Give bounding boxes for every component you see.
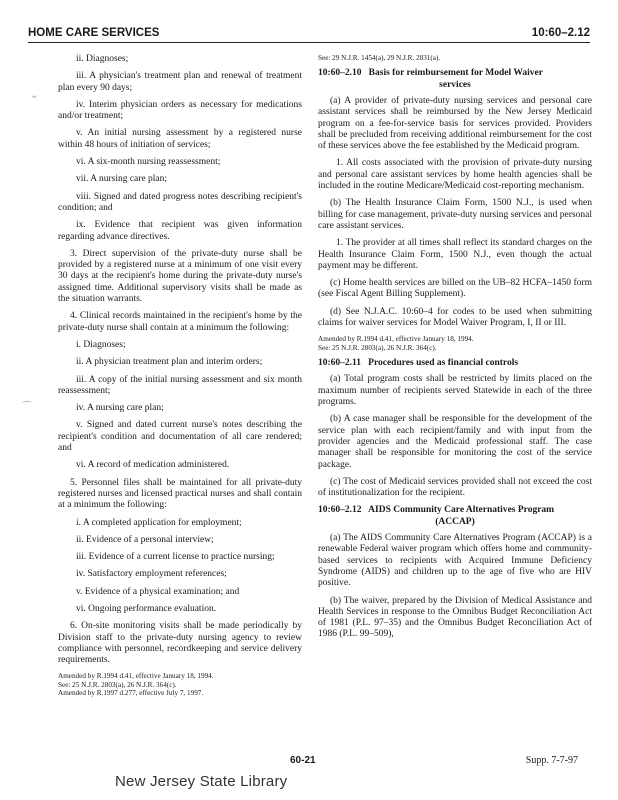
paragraph: (c) Home health services are billed on the UB–82 HCFA–1450 form (see Fiscal Agent Billing Supplement). <box>318 278 592 300</box>
header-section: 10:60–2.12 <box>531 27 590 39</box>
list-item: v. Evidence of a physical examination; and <box>76 586 240 597</box>
paragraph: (b) A case manager shall be responsible for the development of the service plan with each recipient/family and with input from the provider agencies and the Medicaid professional staff. The case manager shall be responsible for monitoring the cost of the service package. <box>318 414 592 470</box>
paragraph: 6. On-site monitoring visits shall be made periodically by Division staff to the private-duty nursing agency to review compliance with personnel, recordkeeping and service delivery requirements. <box>58 621 302 666</box>
paragraph: (c) The cost of Medicaid services provided shall not exceed the cost of institutionalization for the recipient. <box>318 476 592 499</box>
list-item: ix. Evidence that recipient was given information regarding advance directives. <box>58 220 302 242</box>
margin-mark: ⌒ <box>22 402 32 413</box>
list-item: iv. Satisfactory employment references; <box>76 569 227 580</box>
list-item: iii. A physician's treatment plan and renewal of treatment plan every 90 days; <box>58 71 302 93</box>
margin-mark: ⌄ <box>30 90 39 101</box>
list-item: i. Diagnoses; <box>76 339 126 350</box>
paragraph: 1. The provider at all times shall reflect its standard charges on the Health Insurance Claim Form, 1500 N.J., even though the actual payment may be different. <box>318 238 592 271</box>
running-header <box>28 26 590 43</box>
list-item: vi. Ongoing performance evaluation. <box>76 603 217 614</box>
see-reference: See: 29 N.J.R. 1454(a), 29 N.J.R. 2831(a). <box>318 54 441 62</box>
header-title: HOME CARE SERVICES <box>28 27 160 39</box>
section-number: 10:60–2.10 <box>318 68 362 79</box>
paragraph: (a) A provider of private-duty nursing services and personal care assistant services shall be reimbursed by the New Jersey Medicaid program on a fee-for-service basis for services provided. Providers shall be precluded from receiving additional reimbursement for the cost of these services above the fee established by the Medicaid program. <box>318 96 592 152</box>
paragraph: (a) Total program costs shall be restricted by limits placed on the maximum number of recipients served Statewide in each of the three programs. <box>318 374 592 408</box>
list-item: ii. A physician treatment plan and interim orders; <box>76 357 263 368</box>
section-heading-2-11 <box>318 358 592 369</box>
section-number: 10:60–2.11 <box>318 358 362 369</box>
list-item: iv. A nursing care plan; <box>76 403 164 414</box>
section-title: AIDS Community Care Alternatives Program <box>368 505 555 516</box>
section-title: Basis for reimbursement for Model Waiver <box>368 68 543 79</box>
supplement-date: Supp. 7-7-97 <box>525 755 578 766</box>
list-item: viii. Signed and dated progress notes describing recipient's condition; and <box>58 191 302 213</box>
paragraph: (b) The waiver, prepared by the Division of Medical Assistance and Health Services in response to the Omnibus Budget Reconciliation Act of 1981 (P.L. 97–35) and the Omnibus Budget Reconciliation Act of 1986 (P.L. 99–509), <box>318 595 592 640</box>
list-item: iii. Evidence of a current license to practice nursing; <box>76 552 275 563</box>
section-title-cont: (ACCAP) <box>435 516 475 527</box>
list-item: vi. A record of medication administered. <box>76 460 230 471</box>
paragraph: 1. All costs associated with the provision of private-duty nursing and personal care assistant services by home health agencies shall be included in the routine Medicare/Medicaid cost-reporting mechanism. <box>318 158 592 192</box>
list-item: v. Signed and dated current nurse's notes describing the recipient's condition and documentation of all care rendered; and <box>58 420 302 454</box>
section-title: Procedures used as financial controls <box>368 358 519 369</box>
page-number: 60-21 <box>290 755 316 766</box>
amendment-note <box>318 335 592 352</box>
section-title-cont: services <box>439 79 471 90</box>
section-number: 10:60–2.12 <box>318 505 362 516</box>
section-heading-2-12 <box>318 505 592 528</box>
paragraph: 3. Direct supervision of the private-duty nurse shall be provided by a registered nurse at a minimum of one visit every 30 days at the recipient's home during the private-duty nurse's assigned time. Additional supervisory visits shall be made as the situation warrants. <box>58 248 302 305</box>
list-item: i. A completed application for employment; <box>76 517 242 528</box>
list-item: vi. A six-month nursing reassessment; <box>76 157 221 168</box>
right-column <box>318 54 592 647</box>
amendment-line: See: 25 N.J.R. 2803(a), 26 N.J.R. 364(c). <box>318 343 437 352</box>
amendment-line: Amended by R.1997 d.277, effective July 7, 1997. <box>58 689 204 698</box>
amendment-line: Amended by R.1994 d.41, effective January 18, 1994. <box>58 672 214 681</box>
paragraph: 5. Personnel files shall be maintained for all private-duty registered nurses and licensed practical nurses and shall contain at a minimum the following: <box>58 477 302 511</box>
paragraph: (b) The Health Insurance Claim Form, 1500 N.J., is used when billing for case management, private-duty nursing services and personal care assistant services. <box>318 198 592 231</box>
amendment-line: Amended by R.1994 d.41, effective January 18, 1994. <box>318 335 474 344</box>
library-stamp: New Jersey State Library <box>115 773 288 790</box>
list-item: ii. Diagnoses; <box>76 54 129 64</box>
paragraph: (a) The AIDS Community Care Alternatives Program (ACCAP) is a renewable Federal waiver program which offers home and community-based services to recipients with Acquired Immune Deficiency Syndrome (AIDS) and children up to the age of five who are HIV positive. <box>318 533 592 589</box>
amendment-line: See: 25 N.J.R. 2803(a), 26 N.J.R. 364(c). <box>58 680 177 689</box>
list-item: iv. Interim physician orders as necessary for medications and/or treatment; <box>58 99 302 122</box>
list-item: iii. A copy of the initial nursing assessment and six month reassessment; <box>58 374 302 396</box>
paragraph: (d) See N.J.A.C. 10:60–4 for codes to be used when submitting claims for waiver services for Model Waiver Program, I, II or III. <box>318 306 592 329</box>
list-item: vii. A nursing care plan; <box>76 174 168 185</box>
amendment-note <box>58 672 302 697</box>
left-column <box>58 54 302 704</box>
paragraph: 4. Clinical records maintained in the recipient's home by the private-duty nurse shall contain at a minimum the following: <box>58 311 302 333</box>
section-heading-2-10 <box>318 68 592 91</box>
list-item: ii. Evidence of a personal interview; <box>76 534 214 545</box>
list-item: v. An initial nursing assessment by a registered nurse within 48 hours of initiation of services; <box>58 128 302 150</box>
